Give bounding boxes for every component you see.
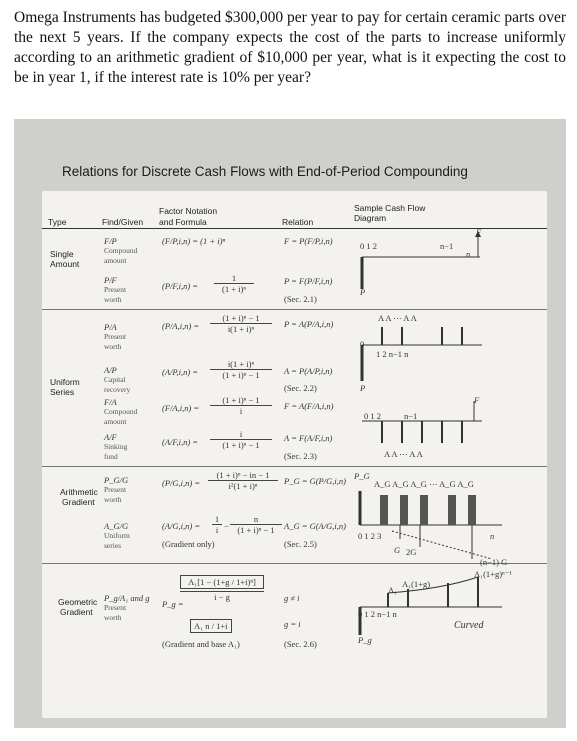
- formula-pg: (P/G,i,n) =: [162, 478, 201, 488]
- header-formula: and Formula: [159, 217, 207, 227]
- row-pa: P/A Present worth: [104, 322, 127, 351]
- diagram-arithmetic: [352, 487, 512, 567]
- row-ap: A/P Capital recovery: [104, 365, 131, 394]
- geo-A1gn: A₁(1+g)ⁿ⁻¹: [474, 569, 512, 579]
- formula-table-card: Type Find/Given Factor Notation and Formula Relation Sample Cash Flow Diagram Single Amount Uniform Series Arithmetic Gradient Geometric Gradient F/P Compound amount (F/P,i,n) = (1 + i)ⁿ F = P(F/P,i,n) P/F Present worth (P/F,i,n) = 1 (1 + i)ⁿ P = F(P/F,i,n) (Sec. 2.1) P/A Present worth (P/A,i,n) = (1 + i)ⁿ − 1 i(1 + i)ⁿ P = A(P/A,i,n) A/P Capital recovery (A/P,i,n) = i(1 + i)ⁿ (1 + i)ⁿ − 1 A = P(A/P,i,n) (Sec. 2.2) F/A Compound amount (F/A,i,n) = (1 + i)ⁿ − 1 i F = A(F/A,i,n) A/F Sinking fund (A/F,i,n) = i (1 + i)ⁿ − 1 A = F(A/F,i,n) (Sec. 2.3) P_G/G Present worth (P/G,i,n) = (1 + i)ⁿ − in − 1 i²(1 + i)ⁿ P_G = G(P/G,i,n) A_G/G Uniform series (A/G,i,n) = 1 i − n (1 + i)ⁿ − 1 (Gradient only) A_G = G(A/G,i,n) (Sec. 2.5) P_g/A₁ and g Present worth P_g = A₁[1 − (1+g / 1+i)ⁿ] i − g A₁ n / 1+i (Gradient and base A₁) g ≠ i g = i (Sec. 2.6) 0 1 2 n−1 n F P A A ⋯ A A 0 1 2 n−1 n P F 0 1 2 n−1 A A ⋯ A A P_G A_G A_G A_G ⋯ A_G A_G 0 1 2 3 n G 2G (n−1) G A₁(1+g)ⁿ⁻¹ A₁(1+g) A₁ 0 1 2 n−1 n P_g Curved: [42, 191, 547, 718]
- group-geometric: Geometric Gradient: [58, 597, 98, 617]
- frac-ag-2: n (1 + i)ⁿ − 1: [230, 514, 282, 535]
- relation-fp: F = P(F/P,i,n): [284, 236, 333, 246]
- grad-PG: P_G: [354, 471, 370, 481]
- header-relation: Relation: [282, 217, 314, 227]
- relation-geo-equal: g = i: [284, 619, 301, 629]
- section-pf: (Sec. 2.1): [284, 294, 317, 304]
- grad-n1G: (n−1) G: [480, 557, 508, 567]
- single-n: n: [466, 249, 471, 259]
- geo-A1g: A₁(1+g): [402, 579, 431, 589]
- formula-geo: P_g =: [162, 599, 184, 609]
- section-geo: (Sec. 2.6): [284, 639, 317, 649]
- uniform-A-row: A A ⋯ A A: [378, 313, 417, 323]
- header-sample: Sample Cash Flow: [354, 203, 426, 213]
- uniform-P: P: [360, 383, 366, 393]
- section-af: (Sec. 2.3): [284, 451, 317, 461]
- header-diagram: Diagram: [354, 213, 387, 223]
- formula-fa: (F/A,i,n) =: [162, 403, 200, 413]
- grad-G: G: [394, 545, 401, 555]
- diagram-single: [352, 227, 492, 307]
- uniform-fa-A: A A ⋯ A A: [384, 449, 423, 459]
- single-ticks: 0 1 2: [360, 241, 377, 251]
- grad-AG-row: A_G A_G A_G ⋯ A_G A_G: [374, 479, 474, 489]
- section-ap: (Sec. 2.2): [284, 383, 317, 393]
- frac-pa: (1 + i)ⁿ − 1 i(1 + i)ⁿ: [210, 313, 272, 334]
- relation-pa: P = A(P/A,i,n): [284, 319, 334, 329]
- formula-pf: (P/F,i,n) =: [162, 281, 199, 291]
- uniform-fa-ticks: 0 1 2: [364, 411, 381, 421]
- relation-ap: A = P(A/P,i,n): [284, 366, 333, 376]
- single-F: F: [476, 227, 482, 237]
- frac-ap: i(1 + i)ⁿ (1 + i)ⁿ − 1: [210, 359, 272, 380]
- uniform-F: F: [474, 395, 480, 405]
- diagram-geometric: [352, 571, 512, 641]
- row-pg: P_G/G Present worth: [104, 475, 129, 504]
- single-P: P: [360, 287, 366, 297]
- single-n1: n−1: [440, 241, 454, 251]
- header-factor-notation: Factor Notation: [159, 206, 218, 216]
- row-fa: F/A Compound amount: [104, 397, 138, 426]
- question-text: Omega Instruments has budgeted $300,000 per year to pay for certain ceramic parts over the next 5 years. If the company expects the cost of the parts to increase uniformly according to an arithmetic gradient of $10,000 per year, what is it expecting the cost to be in year 1, if the interest rate is 10% per year?: [14, 9, 566, 86]
- geo-A1: A₁: [388, 585, 398, 595]
- formula-ap: (A/P,i,n) =: [162, 367, 199, 377]
- header-type: Type: [48, 217, 67, 227]
- row-pf: P/F Present worth: [104, 275, 127, 304]
- relation-ag: A_G = G(A/G,i,n): [284, 521, 346, 531]
- relation-geo: g ≠ i: [284, 593, 300, 603]
- frac-geo: A₁[1 − (1+g / 1+i)ⁿ] i − g: [180, 575, 264, 602]
- note-gradient-base: (Gradient and base A₁): [162, 639, 240, 649]
- header-find-given: Find/Given: [102, 217, 144, 227]
- frac-pg: (1 + i)ⁿ − in − 1 i²(1 + i)ⁿ: [208, 470, 278, 491]
- geo-Pg: P_g: [358, 635, 372, 645]
- section-ag: (Sec. 2.5): [284, 539, 317, 549]
- row-geo: P_g/A₁ and g Present worth: [104, 593, 150, 622]
- formula-ag: (A/G,i,n) =: [162, 521, 201, 531]
- group-divider: [42, 309, 547, 310]
- formula-af: (A/F,i,n) =: [162, 437, 199, 447]
- formula-pa: (P/A,i,n) =: [162, 321, 200, 331]
- group-arithmetic: Arithmetic Gradient: [60, 487, 98, 507]
- frac-pf: 1 (1 + i)ⁿ: [214, 273, 254, 294]
- relation-pf: P = F(P/F,i,n): [284, 276, 333, 286]
- table-title: Relations for Discrete Cash Flows with End-of-Period Compounding: [62, 164, 468, 179]
- relation-pg: P_G = G(P/G,i,n): [284, 476, 346, 486]
- relation-fa: F = A(F/A,i,n): [284, 401, 334, 411]
- row-fp: F/P Compound amount: [104, 236, 138, 265]
- row-ag: A_G/G Uniform series: [104, 521, 130, 550]
- table-photo: [14, 119, 566, 728]
- note-gradient-only: (Gradient only): [162, 539, 215, 549]
- group-divider: [42, 466, 547, 467]
- uniform-ticks: 1 2 n−1 n: [376, 349, 409, 359]
- diagram-uniform-pa: [352, 321, 492, 391]
- frac-fa: (1 + i)ⁿ − 1 i: [210, 395, 272, 416]
- frac-af: i (1 + i)ⁿ − 1: [210, 429, 272, 450]
- formula-fp: (F/P,i,n) = (1 + i)ⁿ: [162, 236, 226, 246]
- geo-curved-note: Curved: [454, 620, 484, 631]
- grad-2G: 2G: [406, 547, 417, 557]
- row-af: A/F Sinking fund: [104, 432, 128, 461]
- group-single: Single Amount: [50, 249, 80, 269]
- relation-af: A = F(A/F,i,n): [284, 433, 333, 443]
- group-uniform: Uniform Series: [50, 377, 80, 397]
- geo-equal-case: A₁ n / 1+i: [190, 619, 232, 633]
- frac-ag-1: 1 i: [212, 514, 222, 535]
